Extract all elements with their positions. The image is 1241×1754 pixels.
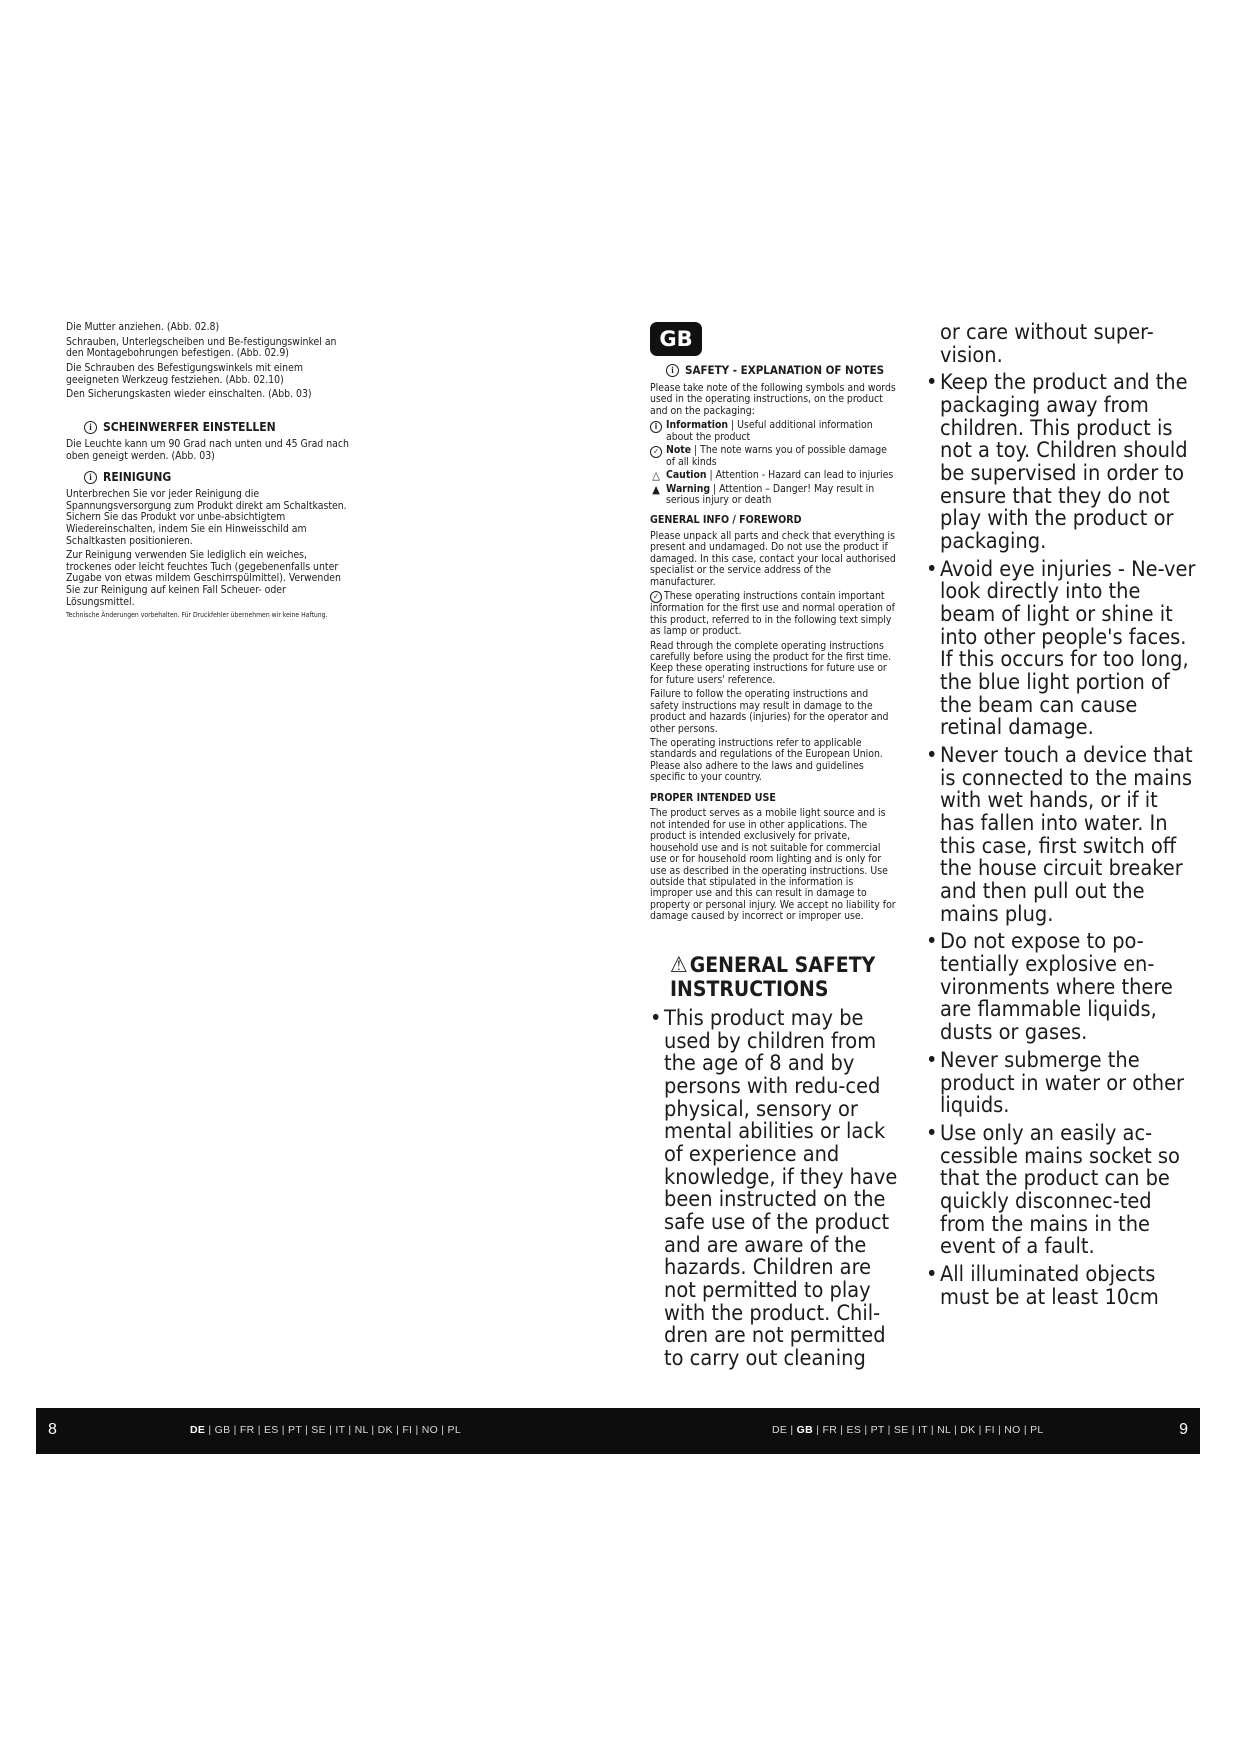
paragraph: Please take note of the following symbols and words used in the operating instructions, on the product and on the packaging: xyxy=(650,382,896,417)
paragraph: Schrauben, Unterlegscheiben und Be-festigungswinkel an den Montagebohrungen befestigen. (Abb. 02.9) xyxy=(66,335,337,360)
language-list: DE | xyxy=(772,1424,797,1436)
info-icon: i xyxy=(666,364,679,377)
note-label: Warning xyxy=(666,482,711,495)
list-item: • This product may be used by children from the age of 8 and by persons with redu-ced physical, sensory or mental abilities or lack of experience and knowledge, if they have been instructed on the safe use of the product and are aware of the hazards. Children are not permitted to play with the product. Chil-dren are not permitted to carry out cleaning xyxy=(650,1008,900,1371)
section-heading-adjust xyxy=(84,421,352,434)
section-heading-cleaning xyxy=(84,471,352,484)
list-item-text: or care without super-vision. xyxy=(940,320,1154,368)
info-icon: i xyxy=(84,471,97,484)
section-title: REINIGUNG xyxy=(103,469,172,484)
section-title: SCHEINWERFER EINSTELLEN xyxy=(103,419,276,434)
list-item xyxy=(650,484,896,507)
paragraph: Zur Reinigung verwenden Sie lediglich ein weiches, trockenes oder leicht feuchtes Tuch (gegebenenfalls unter Zugabe von etwas mildem Geschirrspülmittel). Verwenden Sie zur Reinigung auf keinen Fall Scheuer- oder Lösungsmittel. xyxy=(66,549,341,608)
active-language: DE xyxy=(190,1424,206,1436)
list-item-text: This product may be used by children from the age of 8 and by persons with redu-ced physical, sensory or mental abilities or lack of experience and knowledge, if they have been instructed on the safe use of the product and are aware of the hazards. Children are not permitted to play with the product. Chil-dren are not permitted to carry out cleaning xyxy=(664,1006,898,1372)
general-safety-heading xyxy=(670,954,900,1000)
language-list: | FR | ES | PT | SE | IT | NL | DK | FI | NO | PL xyxy=(813,1424,1044,1436)
list-item xyxy=(650,470,896,481)
section-heading-safety-notes xyxy=(666,364,896,377)
list-item xyxy=(650,445,896,468)
list-item-text: Never touch a device that is connected to the mains with wet hands, or if it has fallen into water. In this case, first switch off the house circuit breaker and then pull out the mains plug. xyxy=(940,743,1193,927)
list-item-text: Keep the product and the packaging away from children. This product is not a toy. Children should be supervised in order to ensure that they do not play with the product or packaging. xyxy=(940,370,1188,555)
section-title: GENERAL INFO / FOREWORD xyxy=(650,514,802,527)
list-item xyxy=(650,420,896,443)
section-title: SAFETY - EXPLANATION OF NOTES xyxy=(685,363,885,378)
list-item-text: Do not expose to po-tentially explosive en-vironments where there are flammable liquids, dusts or gases. xyxy=(940,929,1173,1046)
language-list: | GB | FR | ES | PT | SE | IT | NL | DK | FI | NO | PL xyxy=(205,1424,461,1436)
paragraph: Please unpack all parts and check that everything is present and undamaged. Do not use the product if damaged. In this case, contact your local authorised specialist or the service address of the manufacturer. xyxy=(650,530,896,588)
safety-list-col1 xyxy=(650,1008,900,1371)
paragraph: Den Sicherungskasten wieder einschalten. (Abb. 03) xyxy=(66,388,312,401)
symbol-list xyxy=(650,420,896,506)
list-item: • Never touch a device that is connected to the mains with wet hands, or if it has fallen into water. In this case, first switch off the house circuit breaker and then pull out the mains plug. xyxy=(926,745,1196,926)
note-text: | The note warns you of possible damage of all kinds xyxy=(666,444,887,468)
paragraph: Die Schrauben des Befestigungswinkels mit einem geeigneten Werkzeug festziehen. (Abb. 02.10) xyxy=(66,361,303,386)
list-item: • Avoid eye injuries - Ne-ver look directly into the beam of light or shine it into other people's faces. If this occurs for too long, the blue light portion of the beam can cause retinal damage. xyxy=(926,556,1196,741)
left-page xyxy=(36,0,596,1754)
paragraph-text: These operating instructions contain important information for the first use and normal operation of this product, referred to in the following text simply as lamp or product. xyxy=(650,590,895,638)
language-badge: GB xyxy=(650,322,702,356)
paragraph: Failure to follow the operating instructions and safety instructions may result in damage to the product and hazards (injuries) for the operator and other persons. xyxy=(650,688,889,735)
page-number-right: 9 xyxy=(1179,1421,1188,1438)
warning-triangle-icon: ⚠ xyxy=(670,953,688,978)
paragraph xyxy=(650,591,896,637)
section-title: PROPER INTENDED USE xyxy=(650,791,776,804)
safety-list-col2 xyxy=(926,322,1196,1314)
note-text: | Attention - Hazard can lead to injuries xyxy=(706,469,894,482)
list-item: • Use only an easily ac-cessible mains socket so that the product can be quickly disconnec-ted from the mains in the event of a fault. xyxy=(926,1123,1196,1259)
info-icon: i xyxy=(84,421,97,434)
page-number-left: 8 xyxy=(48,1421,57,1438)
paragraph: Unterbrechen Sie vor jeder Reinigung die Spannungsversorgung zum Produkt direkt am Schaltkasten. Sichern Sie das Produkt vor unbe-absichtigtem Wiedereinschalten, indem Sie ein Hinweisschild am Schaltkasten positionieren. xyxy=(66,488,347,547)
info-icon: i xyxy=(650,420,662,443)
list-item: • All illuminated objects must be at least 10cm xyxy=(926,1264,1196,1309)
list-item-text: Never submerge the product in water or other liquids. xyxy=(940,1047,1185,1119)
paragraph: Read through the complete operating instructions carefully before using the product for the first time. Keep these operating instructions for future use or for future users' reference. xyxy=(650,639,892,686)
paragraph: Die Mutter anziehen. (Abb. 02.8) xyxy=(66,321,220,333)
right-page xyxy=(620,0,1204,1754)
footnote: Technische Änderungen vorbehalten. Für Druckfehler übernehmen wir keine Haftung. xyxy=(66,611,328,620)
note-label: Note xyxy=(666,444,692,457)
paragraph: The operating instructions refer to applicable standards and regulations of the European Union. Please also adhere to the laws and guidelines specific to your country. xyxy=(650,737,883,784)
right-column-1 xyxy=(650,364,896,926)
list-item-text: Avoid eye injuries - Ne-ver look directly into the beam of light or shine it into other people's faces. If this occurs for too long, the blue light portion of the beam can cause retinal damage. xyxy=(940,556,1196,741)
footer-bar xyxy=(36,1408,1200,1454)
list-item: • Do not expose to po-tentially explosive en-vironments where there are flammable liquids, dusts or gases. xyxy=(926,931,1196,1044)
caution-triangle-icon: △ xyxy=(652,469,660,483)
section-title: GENERAL SAFETY INSTRUCTIONS xyxy=(670,953,876,1001)
note-label: Caution xyxy=(666,469,707,482)
active-language: GB xyxy=(796,1424,814,1436)
left-column xyxy=(66,322,352,623)
warning-triangle-icon: ▲ xyxy=(652,482,660,496)
note-text: | Attention – Danger! May result in serious injury or death xyxy=(666,482,875,506)
list-item: • Never submerge the product in water or other liquids. xyxy=(926,1050,1196,1118)
check-circle-icon: ✓ xyxy=(650,591,662,603)
list-item-continuation xyxy=(926,322,1196,367)
list-item-text: All illuminated objects must be at least 10cm xyxy=(940,1261,1159,1310)
list-item: • Keep the product and the packaging away from children. This product is not a toy. Children should be supervised in order to ensure that they do not play with the product or packaging. xyxy=(926,372,1196,553)
language-nav-right xyxy=(772,1424,1044,1436)
language-nav-left xyxy=(190,1424,461,1436)
check-circle-icon: ✓ xyxy=(650,445,662,468)
note-text: | Useful additional information about the product xyxy=(666,419,873,443)
note-label: Information xyxy=(666,419,729,432)
paragraph: The product serves as a mobile light source and is not intended for use in other applications. The product is intended exclusively for private, household use and is not suitable for commercial use or for household room lighting and is only for use as described in the operating instructions. Use outside that stipulated in the information is improper use and this can result in damage to property or personal injury. We accept no liability for damage caused by incorrect or improper use. xyxy=(650,807,896,923)
list-item-text: Use only an easily ac-cessible mains socket so that the product can be quickly disconnec-ted from the mains in the event of a fault. xyxy=(940,1120,1180,1260)
paragraph: Die Leuchte kann um 90 Grad nach unten und 45 Grad nach oben geneigt werden. (Abb. 03) xyxy=(66,438,349,462)
